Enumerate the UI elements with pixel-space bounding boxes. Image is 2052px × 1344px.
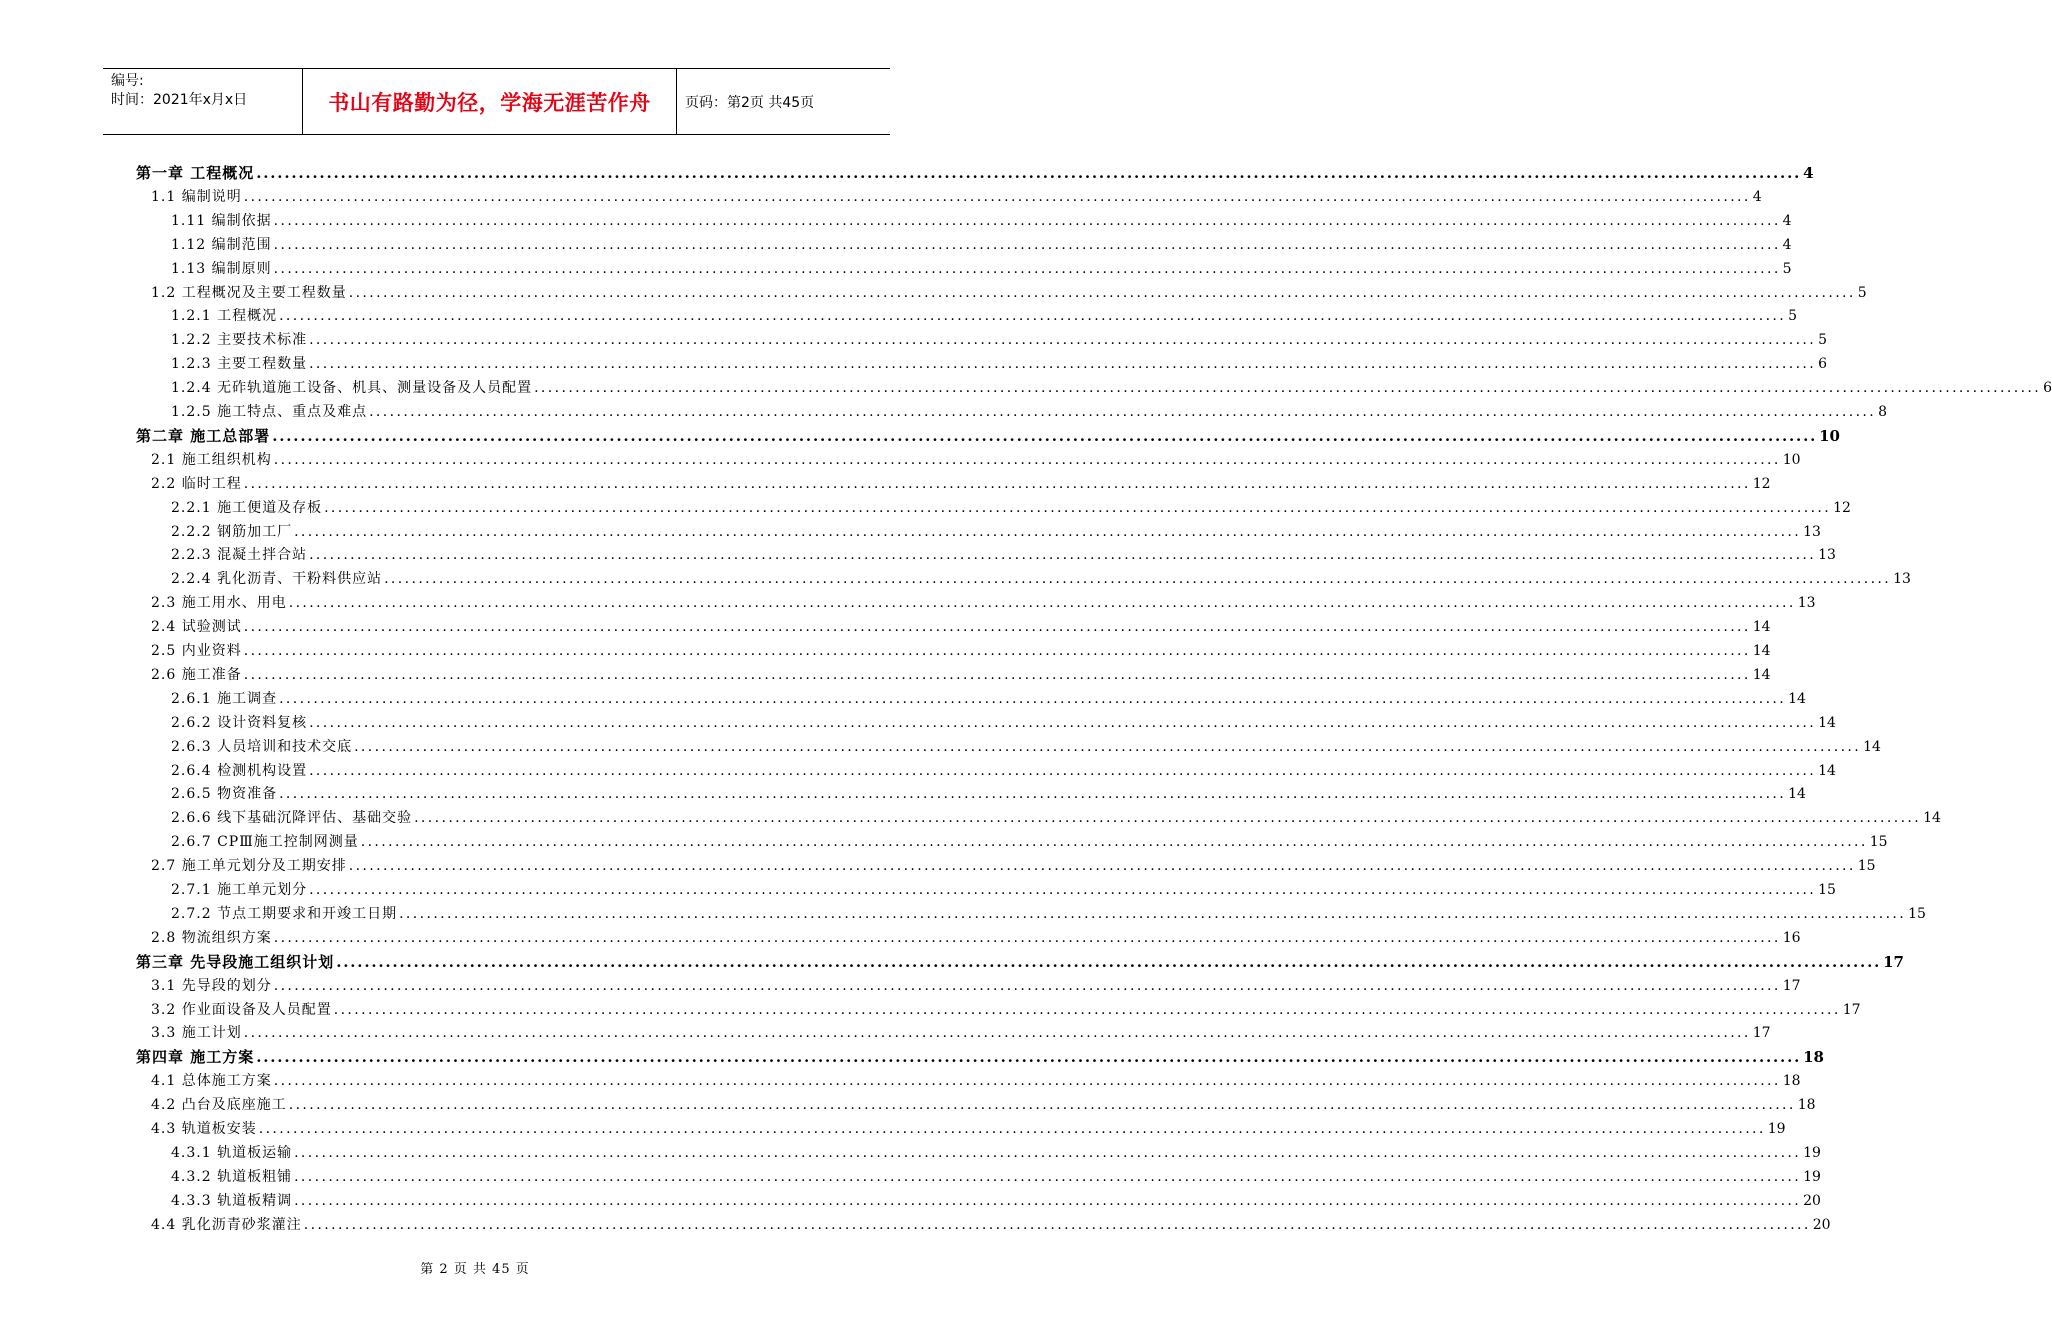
toc-entry-title: 4.3.3 轨道板精调	[171, 1192, 293, 1209]
toc-leader-dots: ............................................................................................................................................................................................................................	[243, 666, 1751, 683]
toc-entry-title: 1.2.4 无砟轨道施工设备、机具、测量设备及人员配置	[171, 380, 533, 397]
toc-entry-page: 14	[1818, 762, 1836, 779]
toc-entry-title: 2.6 施工准备	[151, 666, 242, 683]
toc-entry-title: 4.4 乳化沥青砂浆灌注	[151, 1216, 302, 1233]
toc-leader-dots: ............................................................................................................................................................................................................................	[294, 523, 1802, 540]
toc-entry	[171, 901, 1926, 923]
toc-entry-title: 2.3 施工用水、用电	[151, 595, 287, 612]
toc-entry	[151, 1068, 1801, 1090]
toc-chapter-entry	[136, 160, 1814, 182]
toc-leader-dots: ............................................................................................................................................................................................................................	[309, 332, 1817, 349]
toc-entry	[171, 327, 1828, 349]
toc-leader-dots: ............................................................................................................................................................................................................................	[256, 1048, 1802, 1067]
toc-entry-title: 2.8 物流组织方案	[151, 929, 272, 946]
toc-leader-dots: ............................................................................................................................................................................................................................	[294, 1168, 1802, 1185]
toc-entry-page: 14	[1818, 714, 1836, 731]
toc-entry-page: 18	[1782, 1073, 1801, 1090]
toc-entry-page: 17	[1782, 977, 1801, 994]
toc-entry-page: 13	[1818, 547, 1836, 564]
toc-entry-title: 2.6.4 检测机构设置	[171, 762, 308, 779]
toc-entry-page: 10	[1782, 451, 1801, 468]
toc-leader-dots: ............................................................................................................................................................................................................................	[273, 929, 1781, 946]
toc-entry	[171, 519, 1821, 541]
toc-entry-page: 4	[1782, 236, 1792, 253]
toc-entry	[151, 1020, 1771, 1042]
toc-entry-page: 8	[1878, 404, 1888, 420]
toc-entry-title: 2.6.6 线下基础沉降评估、基础交验	[171, 810, 413, 827]
toc-leader-dots: ............................................................................................................................................................................................................................	[324, 499, 1832, 516]
toc-leader-dots: ............................................................................................................................................................................................................................	[243, 643, 1751, 659]
toc-entry-page: 6	[2043, 380, 2052, 397]
toc-entry-page: 4	[1803, 164, 1814, 182]
toc-entry-title: 2.6.7 CPⅢ施工控制网测量	[171, 834, 359, 851]
toc-leader-dots: ............................................................................................................................................................................................................................	[273, 212, 1781, 229]
toc-leader-dots: ............................................................................................................................................................................................................................	[534, 380, 2042, 397]
toc-leader-dots: ............................................................................................................................................................................................................................	[273, 451, 1781, 468]
toc-entry-title: 1.2.5 施工特点、重点及难点	[171, 404, 368, 420]
toc-entry-page: 5	[1857, 284, 1867, 301]
toc-entry	[171, 781, 1806, 803]
toc-entry-title: 2.2.3 混凝土拌合站	[171, 547, 308, 564]
toc-leader-dots: ............................................................................................................................................................................................................................	[279, 786, 1787, 803]
toc-entry-page: 18	[1803, 1048, 1824, 1067]
toc-entry-title: 3.2 作业面设备及人员配置	[151, 1001, 332, 1018]
toc-entry-title: 1.13 编制原则	[171, 260, 272, 277]
toc-entry-page: 5	[1788, 308, 1798, 325]
toc-entry-title: 2.6.5 物资准备	[171, 786, 278, 803]
toc-entry-title: 1.11 编制依据	[171, 212, 272, 229]
toc-entry-title: 1.2 工程概况及主要工程数量	[151, 284, 347, 301]
toc-leader-dots: ............................................................................................................................................................................................................................	[309, 882, 1817, 898]
toc-entry	[171, 256, 1792, 278]
toc-entry	[171, 1140, 1821, 1162]
toc-entry-page: 5	[1818, 332, 1828, 349]
toc-leader-dots: ............................................................................................................................................................................................................................	[243, 475, 1751, 492]
toc-entry-title: 2.2.4 乳化沥青、干粉料供应站	[171, 571, 383, 588]
toc-entry-page: 20	[1803, 1192, 1821, 1209]
toc-chapter-entry	[136, 1044, 1824, 1067]
toc-leader-dots: ............................................................................................................................................................................................................................	[303, 1216, 1811, 1233]
toc-entry-page: 15	[1869, 834, 1888, 851]
toc-entry-page: 6	[1818, 356, 1828, 373]
toc-leader-dots: ............................................................................................................................................................................................................................	[272, 426, 1818, 445]
toc-entry-title: 第一章 工程概况	[136, 164, 255, 182]
toc-leader-dots: ............................................................................................................................................................................................................................	[309, 762, 1817, 779]
toc-entry-title: 2.6.2 设计资料复核	[171, 714, 308, 731]
toc-leader-dots: ............................................................................................................................................................................................................................	[273, 977, 1781, 994]
toc-entry	[171, 758, 1836, 780]
toc-entry-title: 1.12 编制范围	[171, 236, 272, 253]
toc-entry-page: 15	[1857, 858, 1876, 875]
toc-entry-page: 17	[1883, 952, 1904, 971]
toc-leader-dots: ............................................................................................................................................................................................................................	[348, 858, 1856, 875]
toc-leader-dots: ............................................................................................................................................................................................................................	[273, 236, 1781, 253]
toc-entry-page: 14	[1788, 786, 1806, 803]
toc-entry-title: 1.2.1 工程概况	[171, 308, 278, 325]
toc-entry-title: 2.7 施工单元划分及工期安排	[151, 858, 347, 875]
toc-entry	[151, 973, 1801, 995]
toc-entry-title: 4.3.2 轨道板粗铺	[171, 1168, 293, 1185]
toc-entry-page: 16	[1782, 929, 1801, 946]
toc-entry	[151, 614, 1771, 636]
toc-entry	[151, 471, 1771, 493]
toc-entry-page: 14	[1752, 666, 1771, 683]
toc-entry	[171, 375, 2052, 397]
toc-entry	[151, 1212, 1831, 1234]
toc-entry	[171, 1164, 1821, 1186]
toc-leader-dots: ............................................................................................................................................................................................................................	[309, 356, 1817, 373]
toc-entry	[151, 997, 1861, 1019]
toc-entry-page: 4	[1752, 188, 1762, 205]
toc-leader-dots: ............................................................................................................................................................................................................................	[309, 547, 1817, 564]
toc-entry	[171, 232, 1792, 254]
toc-chapter-entry	[136, 949, 1904, 971]
toc-leader-dots: ............................................................................................................................................................................................................................	[256, 164, 1802, 182]
toc-entry-page: 14	[1752, 643, 1771, 659]
toc-entry-page: 14	[1923, 810, 1941, 827]
toc-entry-title: 2.5 内业资料	[151, 643, 242, 659]
toc-entry	[151, 1092, 1816, 1114]
toc-entry-title: 4.1 总体施工方案	[151, 1073, 272, 1090]
time-label: 时间：2021年x月x日	[111, 92, 248, 108]
header-page-info: 页码：第2页 共45页	[685, 94, 815, 111]
toc-entry	[171, 1188, 1821, 1210]
toc-entry-title: 4.3.1 轨道板运输	[171, 1144, 293, 1161]
toc-entry	[151, 662, 1771, 684]
toc-entry-title: 4.3 轨道板安装	[151, 1121, 257, 1137]
toc-entry	[171, 303, 1798, 325]
toc-entry	[151, 280, 1867, 302]
toc-entry	[171, 686, 1806, 708]
toc-entry	[171, 734, 1881, 756]
toc-entry	[171, 399, 1888, 421]
toc-entry-page: 13	[1893, 571, 1911, 588]
header-motto: 书山有路勤为径，学海无涯苦作舟	[303, 69, 677, 134]
toc-leader-dots: ............................................................................................................................................................................................................................	[348, 284, 1856, 301]
toc-entry	[171, 208, 1792, 230]
toc-entry-title: 2.6.1 施工调查	[171, 690, 278, 707]
toc-entry-title: 4.2 凸台及底座施工	[151, 1097, 287, 1114]
serial-label: 编号:	[111, 73, 144, 89]
toc-entry-page: 19	[1803, 1168, 1821, 1185]
toc-entry	[171, 805, 1941, 827]
toc-entry-page: 15	[1908, 905, 1926, 922]
toc-entry-title: 第四章 施工方案	[136, 1048, 255, 1067]
toc-entry-page: 10	[1819, 426, 1840, 445]
toc-entry-page: 14	[1863, 738, 1881, 755]
toc-entry-title: 2.2.1 施工便道及存板	[171, 499, 323, 516]
toc-leader-dots: ............................................................................................................................................................................................................................	[294, 1192, 1802, 1209]
toc-leader-dots: ............................................................................................................................................................................................................................	[243, 619, 1751, 636]
toc-leader-dots: ............................................................................................................................................................................................................................	[354, 738, 1862, 755]
toc-entry	[171, 829, 1888, 851]
toc-entry	[171, 542, 1836, 564]
toc-leader-dots: ............................................................................................................................................................................................................................	[369, 404, 1877, 420]
toc-leader-dots: ............................................................................................................................................................................................................................	[288, 595, 1796, 612]
toc-leader-dots: ............................................................................................................................................................................................................................	[279, 690, 1787, 707]
toc-entry-title: 1.2.3 主要工程数量	[171, 356, 308, 373]
toc-entry	[151, 853, 1876, 875]
toc-entry-page: 13	[1797, 595, 1816, 612]
toc-entry-page: 12	[1833, 499, 1851, 516]
toc-leader-dots: ............................................................................................................................................................................................................................	[336, 952, 1882, 971]
toc-leader-dots: ............................................................................................................................................................................................................................	[399, 905, 1907, 922]
toc-entry-page: 14	[1752, 619, 1771, 636]
toc-entry-title: 2.1 施工组织机构	[151, 451, 272, 468]
toc-leader-dots: ............................................................................................................................................................................................................................	[309, 714, 1817, 731]
toc-entry-title: 2.7.1 施工单元划分	[171, 882, 308, 898]
toc-entry-title: 第二章 施工总部署	[136, 426, 271, 445]
toc-leader-dots: ............................................................................................................................................................................................................................	[243, 1025, 1751, 1042]
toc-entry-page: 12	[1752, 475, 1771, 492]
toc-leader-dots: ............................................................................................................................................................................................................................	[273, 260, 1781, 277]
toc-leader-dots: ............................................................................................................................................................................................................................	[384, 571, 1892, 588]
toc-entry-page: 17	[1752, 1025, 1771, 1042]
toc-entry-page: 5	[1782, 260, 1792, 277]
toc-entry-title: 2.7.2 节点工期要求和开竣工日期	[171, 905, 398, 922]
toc-entry-title: 3.3 施工计划	[151, 1025, 242, 1042]
header-meta	[103, 69, 303, 134]
toc-entry	[171, 877, 1836, 899]
toc-leader-dots: ............................................................................................................................................................................................................................	[273, 1073, 1781, 1090]
toc-entry-title: 1.2.2 主要技术标准	[171, 332, 308, 349]
toc-entry	[151, 1116, 1786, 1138]
toc-entry	[171, 710, 1836, 732]
toc-entry	[151, 590, 1816, 612]
toc-entry-title: 3.1 先导段的划分	[151, 977, 272, 994]
toc-leader-dots: ............................................................................................................................................................................................................................	[279, 308, 1787, 325]
toc-leader-dots: ............................................................................................................................................................................................................................	[414, 810, 1922, 827]
page-header	[103, 68, 890, 135]
toc-entry	[171, 566, 1911, 588]
toc-entry	[151, 184, 1762, 206]
toc-entry	[151, 447, 1801, 469]
toc-entry-page: 13	[1803, 523, 1821, 540]
toc-leader-dots: ............................................................................................................................................................................................................................	[360, 834, 1868, 851]
toc-entry-page: 19	[1803, 1144, 1821, 1161]
toc-entry-title: 2.2 临时工程	[151, 475, 242, 492]
toc-entry-page: 17	[1842, 1001, 1861, 1018]
toc-entry-title: 2.4 试验测试	[151, 619, 242, 636]
toc-entry-page: 15	[1818, 882, 1836, 898]
toc-entry-title: 2.6.3 人员培训和技术交底	[171, 738, 353, 755]
toc-leader-dots: ............................................................................................................................................................................................................................	[333, 1001, 1841, 1018]
toc-entry-page: 20	[1812, 1216, 1831, 1233]
toc-leader-dots: ............................................................................................................................................................................................................................	[294, 1144, 1802, 1161]
toc-entry	[151, 925, 1801, 947]
toc-entry-page: 18	[1797, 1097, 1816, 1114]
toc-leader-dots: ............................................................................................................................................................................................................................	[258, 1121, 1766, 1137]
toc-entry	[171, 495, 1851, 517]
toc-entry-page: 14	[1788, 690, 1806, 707]
toc-entry	[151, 638, 1771, 660]
toc-chapter-entry	[136, 423, 1840, 445]
page-footer: 第 2 页 共 45 页	[420, 1262, 530, 1277]
toc-entry-page: 19	[1767, 1121, 1786, 1137]
toc-entry	[171, 351, 1828, 373]
toc-entry-title: 2.2.2 钢筋加工厂	[171, 523, 293, 540]
toc-leader-dots: ............................................................................................................................................................................................................................	[288, 1097, 1796, 1114]
toc-entry-title: 1.1 编制说明	[151, 188, 242, 205]
toc-entry-page: 4	[1782, 212, 1792, 229]
toc-entry-title: 第三章 先导段施工组织计划	[136, 952, 335, 971]
toc-leader-dots: ............................................................................................................................................................................................................................	[243, 188, 1751, 205]
